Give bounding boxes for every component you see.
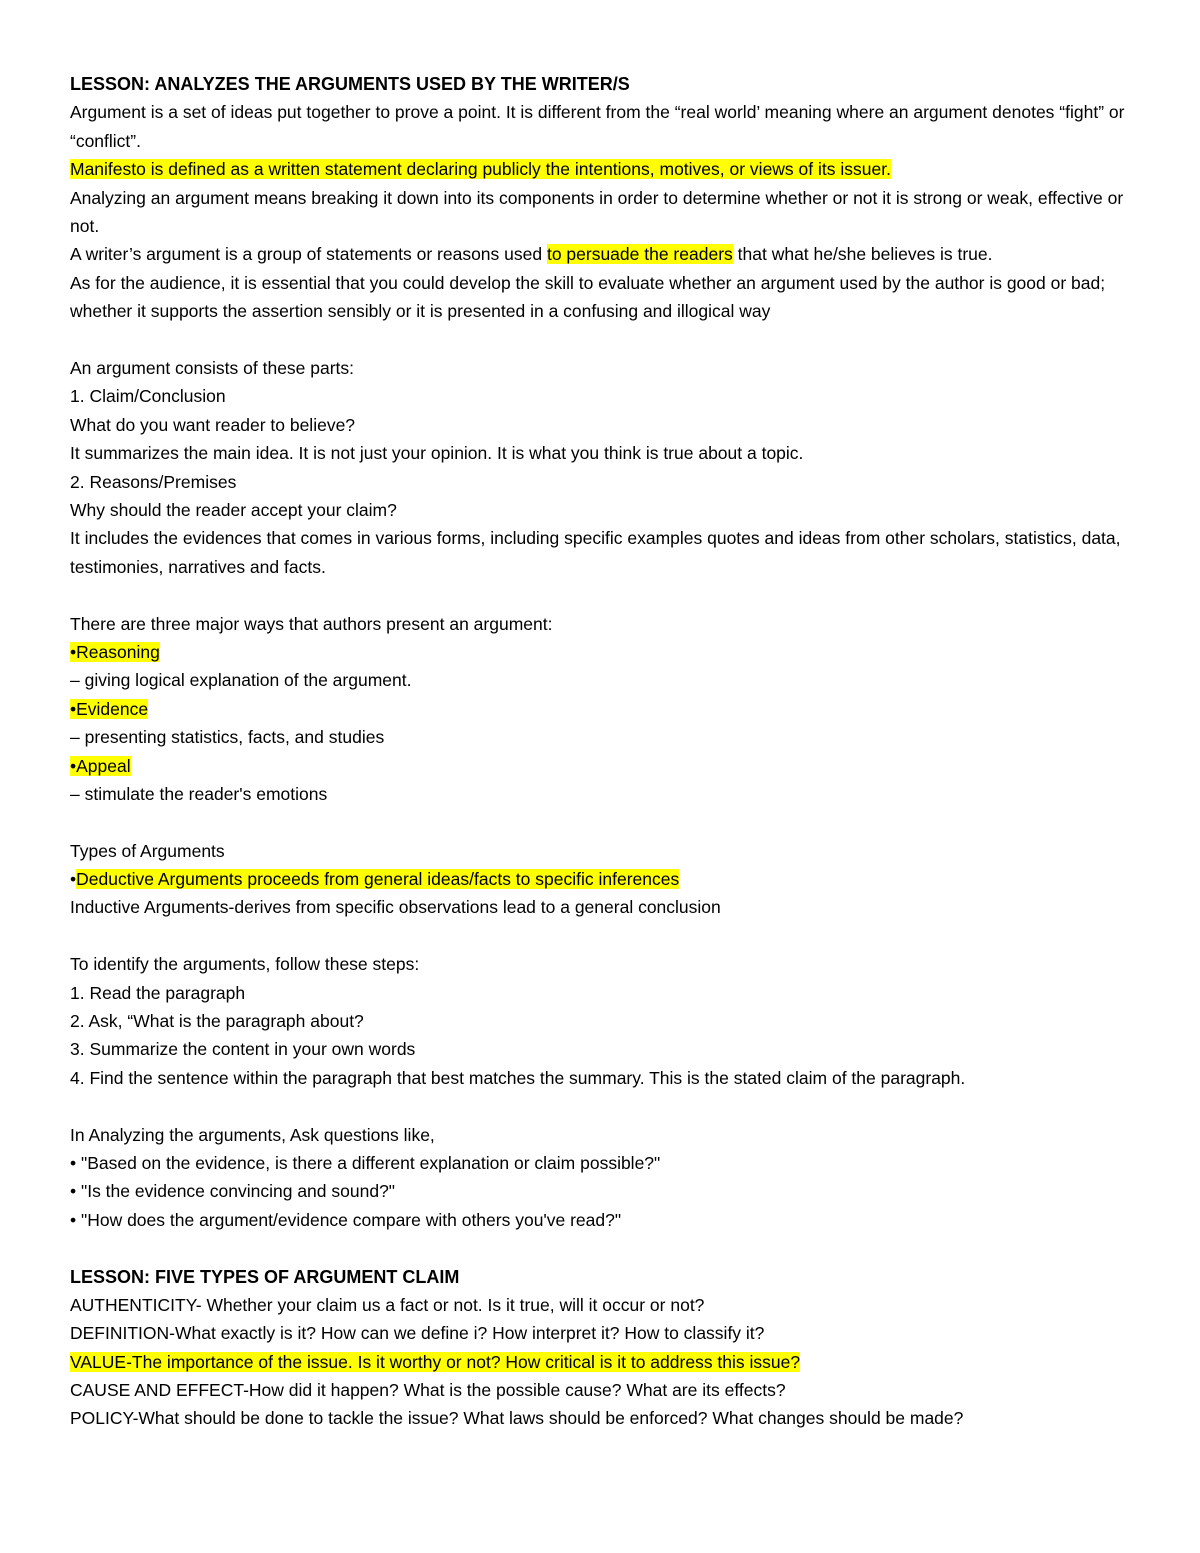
appeal-highlight: •Appeal (70, 755, 131, 776)
types-title: Types of Arguments (70, 840, 225, 861)
spacer (70, 922, 1140, 950)
manifesto-definition (70, 155, 1140, 183)
step-item: 4. Find the sentence within the paragraph that best matches the summary. This is the stated claim of the paragraph. (70, 1067, 966, 1088)
spacer (70, 581, 1140, 609)
writer-argument-paragraph (70, 240, 1140, 268)
claim-value (70, 1348, 1140, 1376)
parts-intro: An argument consists of these parts: (70, 358, 355, 378)
question-item: • "How does the argument/evidence compare with others you've read?" (70, 1209, 622, 1230)
spacer (70, 808, 1140, 836)
step-item: 3. Summarize the content in your own words (70, 1039, 416, 1060)
part2-title: 2. Reasons/Premises (70, 471, 237, 492)
claim-cause-effect: CAUSE AND EFFECT-How did it happen? What is the possible cause? What are its effects? (70, 1380, 786, 1401)
spacer (70, 1092, 1140, 1120)
part2-question: Why should the reader accept your claim? (70, 499, 397, 520)
step-item: 1. Read the paragraph (70, 982, 246, 1003)
spacer (70, 326, 1140, 354)
part2-description: It includes the evidences that comes in various forms, including specific examples quotes and ideas from other scholars, statistics, data, testimonies, narratives and facts. (70, 528, 1121, 577)
value-highlight: VALUE-The importance of the issue. Is it worthy or not? How critical is it to address this issue? (70, 1351, 801, 1372)
persuade-highlight: to persuade the readers (546, 244, 733, 265)
argument-definition: Argument is a set of ideas put together to prove a point. It is different from the “real world’ meaning where an argument denotes “fight” or “conflict”. (70, 102, 1125, 151)
types-deductive (70, 865, 1140, 893)
questions-intro: In Analyzing the arguments, Ask questions like, (70, 1124, 435, 1145)
spacer (70, 1234, 1140, 1262)
step-item: 2. Ask, “What is the paragraph about? (70, 1011, 364, 1032)
claim-authenticity: AUTHENTICITY- Whether your claim us a fact or not. Is it true, will it occur or not? (70, 1294, 705, 1315)
claim-definition: DEFINITION-What exactly is it? How can we define i? How interpret it? How to classify it? (70, 1323, 765, 1344)
reasoning-highlight: •Reasoning (70, 641, 160, 662)
claim-policy: POLICY-What should be done to tackle the issue? What laws should be enforced? What changes should be made? (70, 1408, 964, 1429)
analyzing-paragraph: Analyzing an argument means breaking it down into its components in order to determine whether or not it is strong or weak, effective or not. (70, 187, 1124, 236)
types-inductive: Inductive Arguments-derives from specific observations lead to a general conclusion (70, 897, 721, 918)
way-appeal-desc: – stimulate the reader's emotions (70, 783, 328, 804)
writer-text-pre: A writer’s argument is a group of statements or reasons used (70, 244, 547, 265)
document-page (70, 70, 1140, 1433)
question-item: • "Based on the evidence, is there a different explanation or claim possible?" (70, 1152, 661, 1173)
writer-text-post: that what he/she believes is true. (732, 244, 993, 265)
way-evidence-label (70, 695, 1140, 723)
way-reasoning-desc: – giving logical explanation of the argument. (70, 670, 412, 691)
question-item: • "Is the evidence convincing and sound?" (70, 1181, 396, 1202)
ways-intro: There are three major ways that authors present an argument: (70, 613, 553, 634)
manifesto-highlight: Manifesto is defined as a written statement declaring publicly the intentions, motives, or views of its issuer. (70, 159, 891, 180)
part1-title: 1. Claim/Conclusion (70, 386, 226, 407)
way-reasoning-label (70, 638, 1140, 666)
deductive-highlight: Deductive Arguments proceeds from general ideas/facts to specific inferences (76, 869, 680, 890)
part1-description: It summarizes the main idea. It is not just your opinion. It is what you think is true about a topic. (70, 443, 804, 464)
way-appeal-label (70, 752, 1140, 780)
evidence-highlight: •Evidence (70, 698, 149, 719)
lesson1-title: LESSON: ANALYZES THE ARGUMENTS USED BY THE WRITER/S (70, 74, 630, 94)
steps-intro: To identify the arguments, follow these steps: (70, 954, 420, 975)
deductive-bullet: • (70, 869, 77, 890)
audience-paragraph: As for the audience, it is essential that you could develop the skill to evaluate whether an argument used by the author is good or bad; whether it supports the assertion sensibly or it is presented in a confusing and illogical way (70, 272, 1106, 322)
lesson2-title: LESSON: FIVE TYPES OF ARGUMENT CLAIM (70, 1266, 460, 1287)
way-evidence-desc: – presenting statistics, facts, and studies (70, 727, 385, 748)
part1-question: What do you want reader to believe? (70, 414, 356, 435)
